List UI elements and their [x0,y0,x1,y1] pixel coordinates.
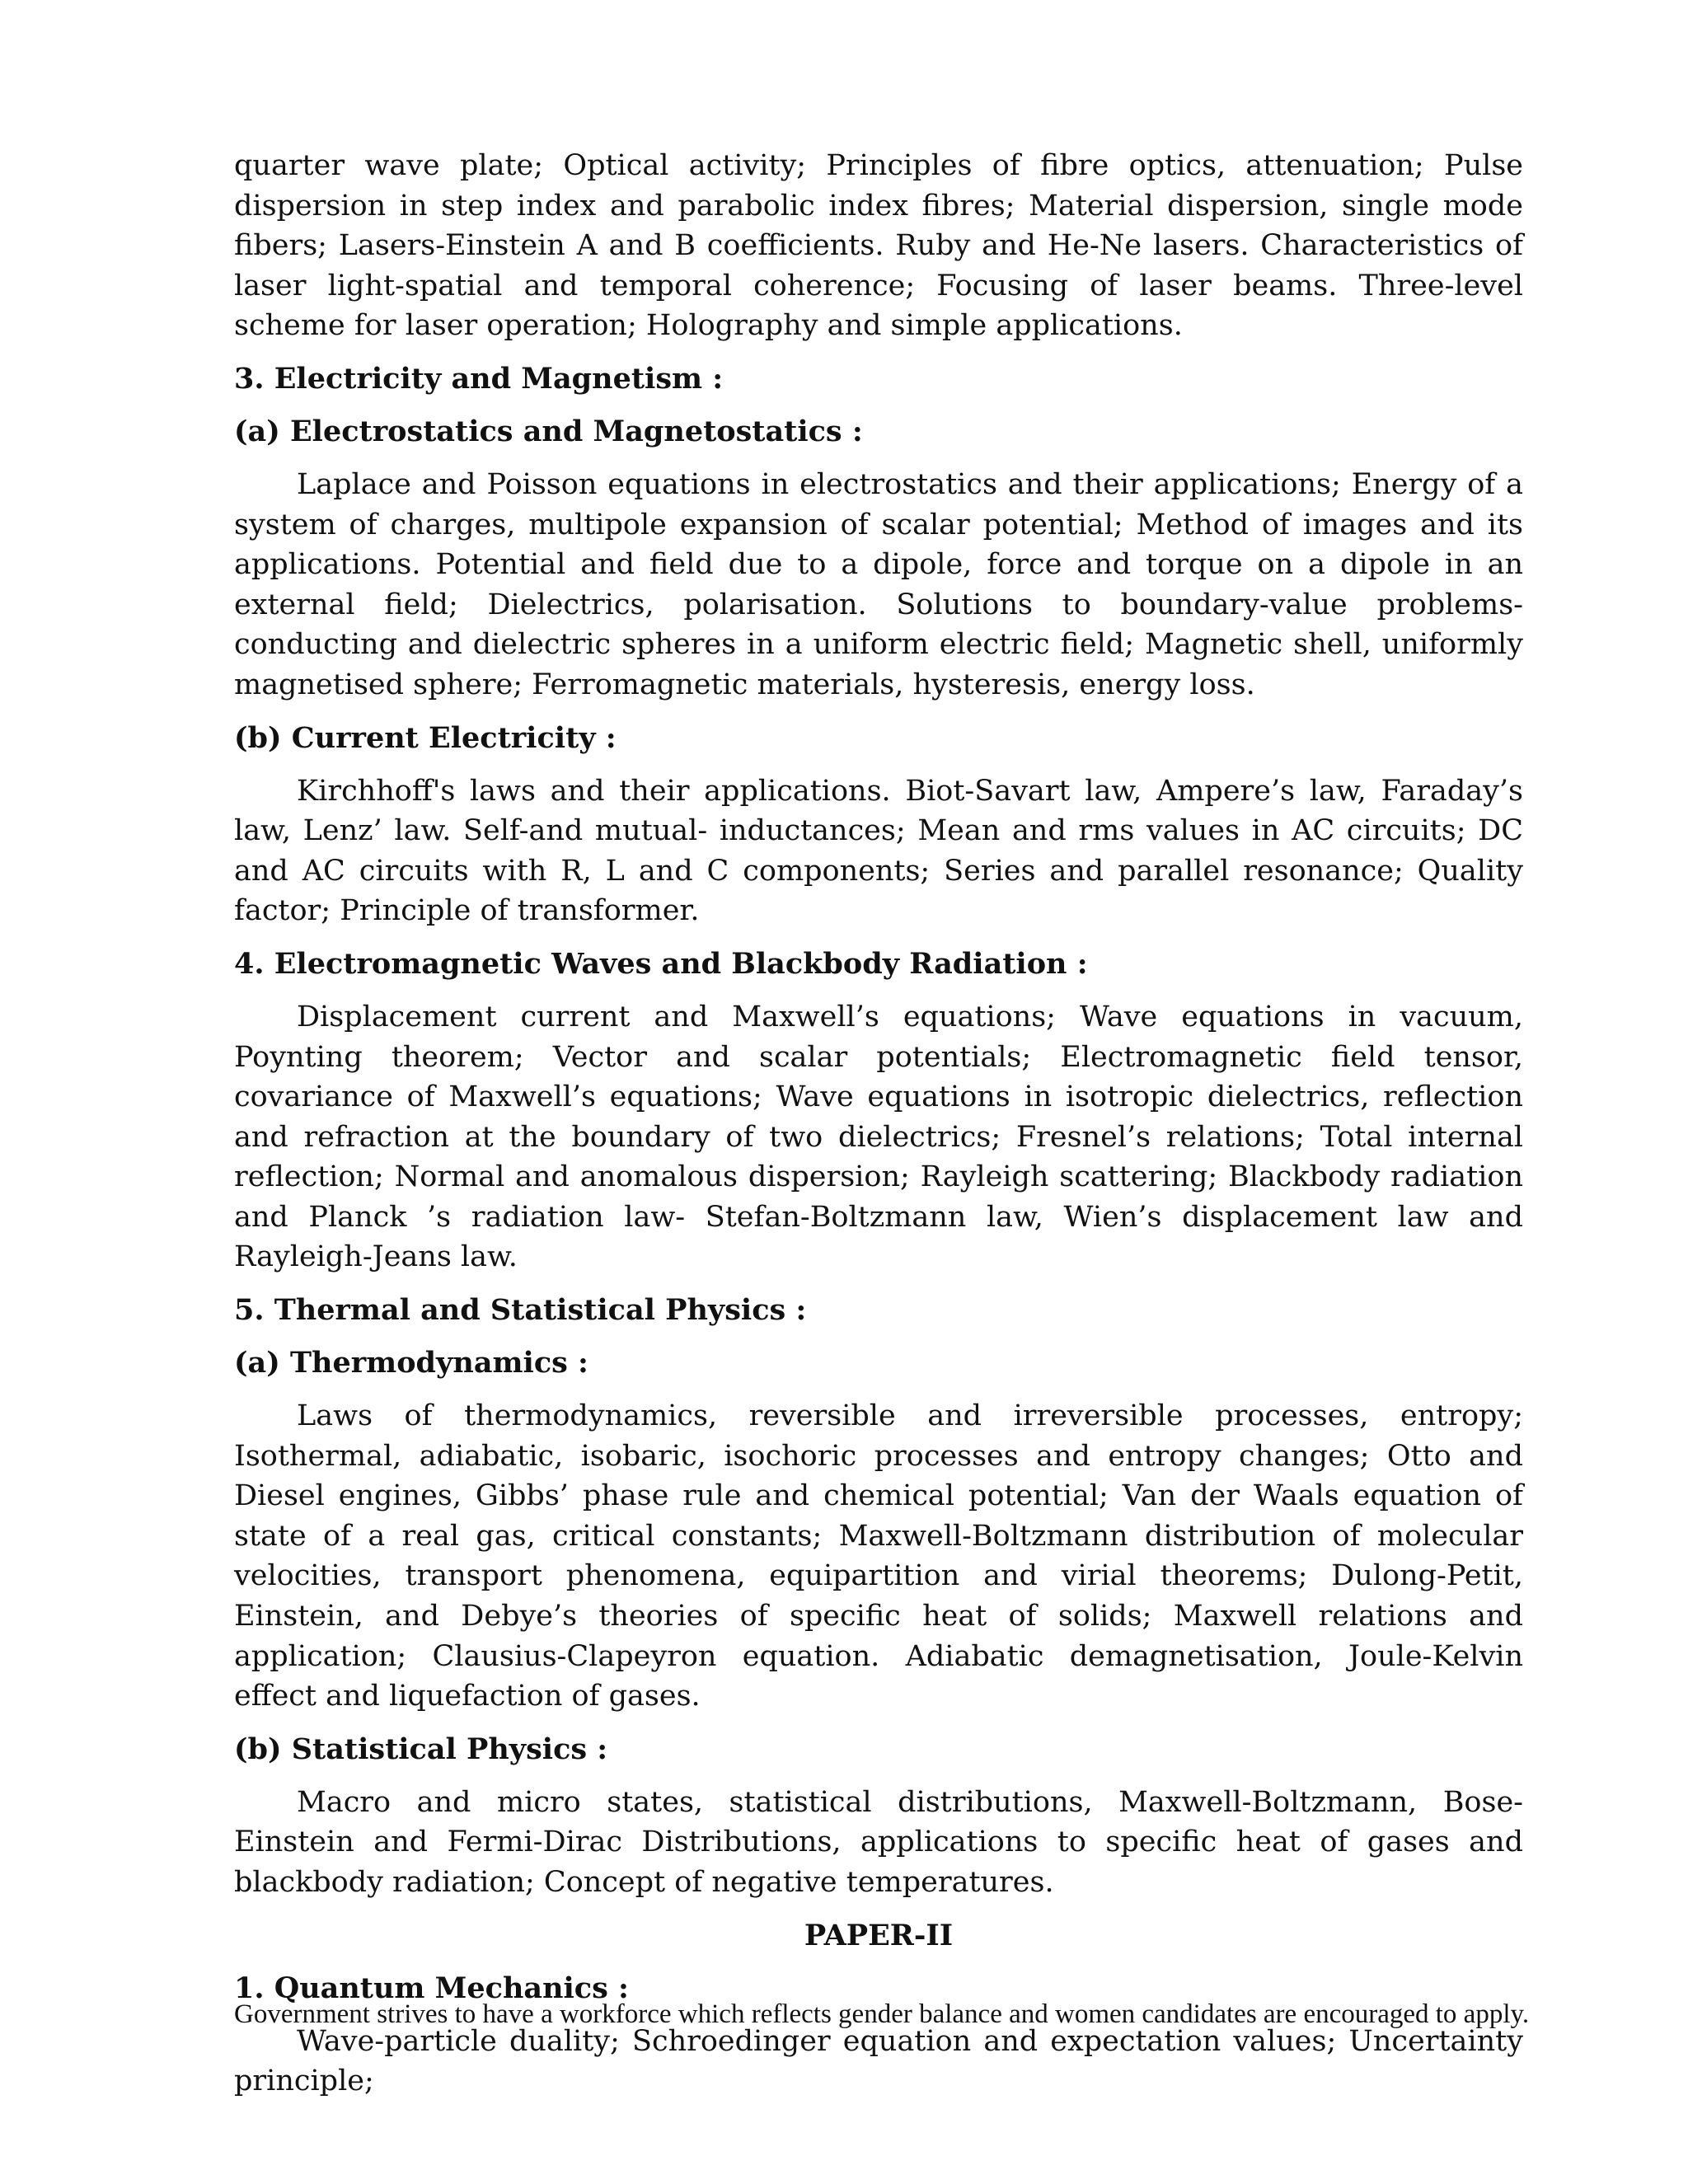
section-3b-paragraph: Kirchhoff's laws and their applications. Biot-Savart law, Ampere’s law, Faraday’s law, Lenz’ law. Self-and mutual- inductances; Mean and rms values in AC circuits; DC and AC circuits with R, L and C components; Series and parallel resonance; Quality factor; Principle of transformer. [234,774,1523,928]
section-5b-heading: (b) Statistical Physics : [234,1732,608,1766]
section-5b-paragraph: Macro and micro states, statistical distributions, Maxwell-Boltzmann, Bose-Einstein and Fermi-Dirac Distributions, applications to specific heat of gases and blackbody radiation; Concept of negative temperatures. [234,1785,1523,1899]
section-4-paragraph: Displacement current and Maxwell’s equations; Wave equations in vacuum, Poynting theorem; Vector and scalar potentials; Electromagnetic field tensor, covariance of Maxwell’s equations; Wave equations in isotropic dielectrics, reflection and refraction at the boundary of two dielectrics; Fresnel’s relations; Total internal reflection; Normal and anomalous dispersion; Rayleigh scattering; Blackbody radiation and Planck ’s radiation law- Stefan-Boltzmann law, Wien’s displacement law and Rayleigh-Jeans law. [234,1000,1523,1274]
document-body [234,146,1523,2102]
intro-paragraph: quarter wave plate; Optical activity; Principles of fibre optics, attenuation; Pulse dispersion in step index and parabolic index fibres; Material dispersion, single mode fibers; Lasers-Einstein A and B coefficients. Ruby and He-Ne lasers. Characteristics of laser light-spatial and temporal coherence; Focusing of laser beams. Three-level scheme for laser operation; Holography and simple applications. [234,149,1523,343]
section-3a-paragraph: Laplace and Poisson equations in electrostatics and their applications; Energy of a system of charges, multipole expansion of scalar potential; Method of images and its applications. Potential and field due to a dipole, force and torque on a dipole in an external field; Dielectrics, polarisation. Solutions to boundary-value problems-conducting and dielectric spheres in a uniform electric field; Magnetic shell, uniformly magnetised sphere; Ferromagnetic materials, hysteresis, energy loss. [234,467,1523,701]
section-5-heading: 5. Thermal and Statistical Physics : [234,1293,807,1328]
section-3a-heading: (a) Electrostatics and Magnetostatics : [234,414,863,448]
section-4-heading: 4. Electromagnetic Waves and Blackbody Radiation : [234,946,1088,981]
paper-2-heading: PAPER-II [804,1918,954,1952]
section-5a-heading: (a) Thermodynamics : [234,1346,588,1380]
quantum-mechanics-paragraph: Wave-particle duality; Schroedinger equation and expectation values; Uncertainty principle; [234,2024,1523,2098]
section-3-heading: 3. Electricity and Magnetism : [234,361,724,396]
section-5a-paragraph: Laws of thermodynamics, reversible and irreversible processes, entropy; Isothermal, adiabatic, isobaric, isochoric processes and entropy changes; Otto and Diesel engines, Gibbs’ phase rule and chemical potential; Van der Waals equation of state of a real gas, critical constants; Maxwell-Boltzmann distribution of molecular velocities, transport phenomena, equipartition and virial theorems; Dulong-Petit, Einstein, and Debye’s theories of specific heat of solids; Maxwell relations and application; Clausius-Clapeyron equation. Adiabatic demagnetisation, Joule-Kelvin effect and liquefaction of gases. [234,1399,1523,1713]
footer-note: Government strives to have a workforce which reflects gender balance and women candidates are encouraged to apply. [234,1999,1530,2029]
quantum-mechanics-heading: 1. Quantum Mechanics : [234,1971,629,2005]
section-3b-heading: (b) Current Electricity : [234,720,617,755]
